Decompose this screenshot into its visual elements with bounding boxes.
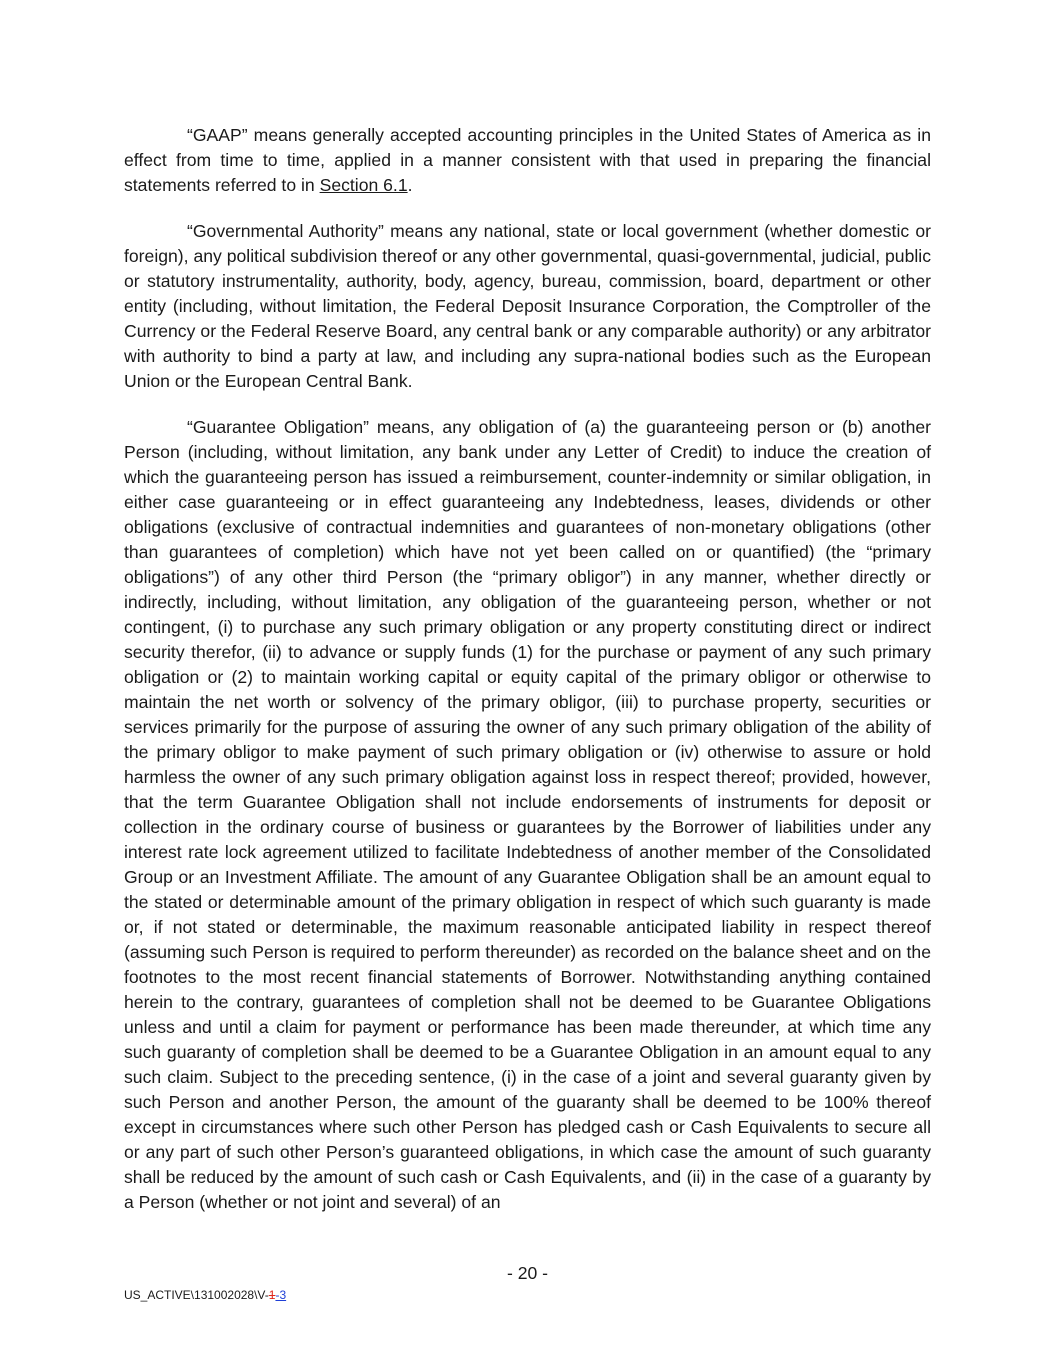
paragraph-gaap-definition (124, 123, 931, 198)
doc-id-inserted-revision: -3 (275, 1288, 287, 1302)
gaap-text-end: . (407, 175, 413, 195)
doc-id-prefix: US_ACTIVE\131002028\V- (124, 1288, 269, 1302)
paragraph-guarantee-obligation-definition: “Guarantee Obligation” means, any obligation of (a) the guaranteeing person or (b) another Person (including, without limitation, any bank under any Letter of Credit) to induce the creation of which the guaranteeing person has issued a reimbursement, counter-indemnity or similar obligation, in either case guaranteeing or in effect guaranteeing any Indebtedness, leases, dividends or other obligations (exclusive of contractual indemnities and guarantees of non-monetary obligations (other than guarantees of completion) which have not yet been called on or quantified) (the “primary obligations”) of any other third Person (the “primary obligor”) in any manner, whether directly or indirectly, including, without limitation, any obligation of the guaranteeing person, whether or not contingent, (i) to purchase any such primary obligation or any property constituting direct or indirect security therefor, (ii) to advance or supply funds (1) for the purchase or payment of any such primary obligation or (2) to maintain working capital or equity capital of the primary obligor or otherwise to maintain the net worth or solvency of the primary obligor, (iii) to purchase property, securities or services primarily for the purpose of assuring the owner of any such primary obligation of the ability of the primary obligor to make payment of such primary obligation or (iv) otherwise to assure or hold harmless the owner of any such primary obligation against loss in respect thereof; provided, however, that the term Guarantee Obligation shall not include endorsements of instruments for deposit or collection in the ordinary course of business or guarantees by the Borrower of liabilities under any interest rate lock agreement utilized to facilitate Indebtedness of another member of the Consolidated Group or an Investment Affiliate. The amount of any Guarantee Obligation shall be an amount equal to the stated or determinable amount of the primary obligation in respect of which such guaranty is made or, if not stated or determinable, the maximum reasonable anticipated liability in respect thereof (assuming such Person is required to perform thereunder) as recorded on the balance sheet and on the footnotes to the most recent financial statements of Borrower. Notwithstanding anything contained herein to the contrary, guarantees of completion shall not be deemed to be Guarantee Obligations unless and until a claim for payment or performance has been made thereunder, at which time any such guaranty of completion shall be deemed to be a Guarantee Obligation in an amount equal to any such claim. Subject to the preceding sentence, (i) in the case of a joint and several guaranty given by such Person and another Person, the amount of the guaranty shall be deemed to be 100% thereof except in circumstances where such other Person has pledged cash or Cash Equivalents to secure all or any part of such other Person’s guaranteed obligations, in which case the amount of such guaranty shall be reduced by the amount of such cash or Cash Equivalents, and (ii) in the case of a guaranty by a Person (whether or not joint and several) of an (124, 417, 931, 1212)
paragraph-governmental-authority-definition: “Governmental Authority” means any national, state or local government (whether domestic or foreign), any political subdivision thereof or any other governmental, quasi-governmental, judicial, public or statutory instrumentality, authority, body, agency, bureau, commission, board, department or other entity (including, without limitation, the Federal Deposit Insurance Corporation, the Comptroller of the Currency or the Federal Reserve Board, any central bank or any comparable authority) or any arbitrator with authority to bind a party at law, and including any supra-national bodies such as the European Union or the European Central Bank. (124, 221, 931, 391)
doc-id-deleted-revision: 1 (268, 1288, 276, 1302)
gaap-text: “GAAP” means generally accepted accounting principles in the United States of America as in effect from time to time, applied in a manner consistent with that used in preparing the financial statements referred to in (124, 125, 931, 195)
document-id (124, 1288, 286, 1302)
page-number: - 20 - (506, 1263, 549, 1283)
section-6-1-reference: Section 6.1 (319, 175, 408, 195)
